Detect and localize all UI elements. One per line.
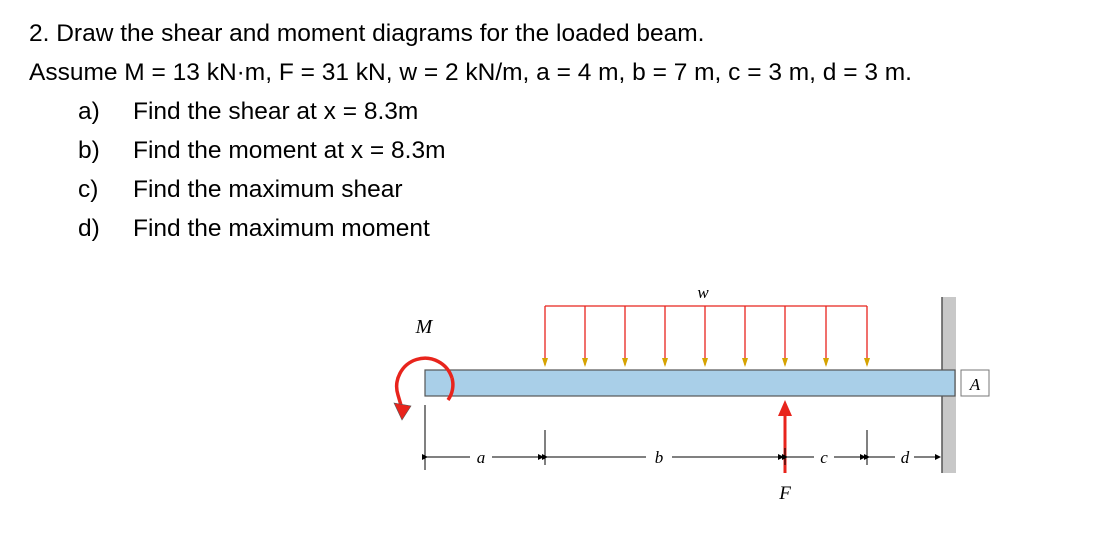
question-label: a)	[78, 98, 100, 125]
dim-label-a: a	[476, 448, 486, 467]
distributed-load	[545, 306, 867, 365]
question-label: c)	[78, 176, 99, 203]
problem-assumptions: Assume M = 13 kN·m, F = 31 kN, w = 2 kN/m, a = 4 m, b = 7 m, c = 3 m, d = 3 m.	[29, 59, 912, 86]
question-text: Find the moment at x = 8.3m	[133, 137, 446, 164]
question-text: Find the maximum shear	[133, 176, 403, 203]
problem-heading: 2. Draw the shear and moment diagrams for the loaded beam.	[29, 20, 705, 47]
question-text: Find the shear at x = 8.3m	[133, 98, 419, 125]
dim-label-c: c	[820, 448, 828, 467]
load-label-w: w	[697, 283, 709, 302]
dim-label-b: b	[654, 448, 664, 467]
point-label-A: A	[969, 375, 981, 394]
question-label: d)	[78, 215, 100, 242]
beam	[425, 370, 955, 396]
force-label-F: F	[779, 483, 791, 504]
load-arrowheads	[542, 358, 870, 367]
moment-label-M: M	[415, 316, 433, 338]
dimension-lines	[425, 405, 940, 470]
question-label: b)	[78, 137, 100, 164]
question-text: Find the maximum moment	[133, 215, 430, 242]
dim-label-d: d	[900, 448, 910, 467]
